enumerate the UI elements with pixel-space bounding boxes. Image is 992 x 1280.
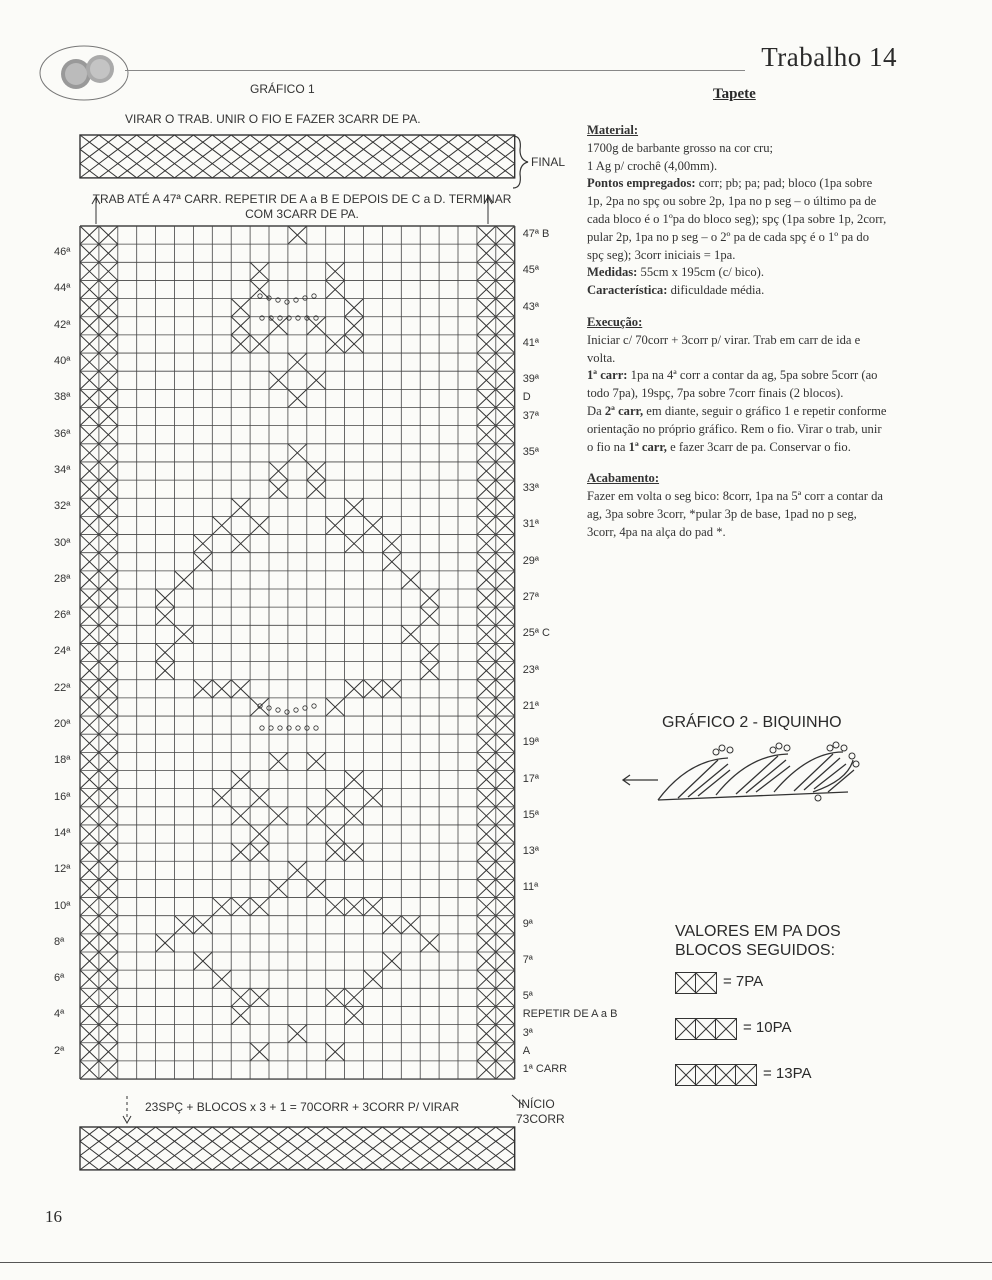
row-number-right: REPETIR DE A a B — [522, 1008, 618, 1021]
chain-stitch-icon — [260, 726, 264, 730]
chart1-title: GRÁFICO 1 — [250, 82, 315, 96]
row-number-right: 3ª — [522, 1026, 533, 1039]
page-number: 16 — [45, 1207, 62, 1226]
row-number-left: 38ª — [54, 391, 71, 404]
row-number-right: 9ª — [522, 917, 533, 930]
block-cross-icon — [696, 1065, 716, 1085]
stitches-text: corr; pb; pa; pad; bloco (1pa sobre 1p, 2pa no spç ou sobre 2p, 1pa no p seg – o último pa de cada bloco é o 1ºpa do bloco seg); spç (1pa sobre 1p, 2corr, pular 2p, 1pa no p seg – o 2º pa de cada spç é o 1º pa do spç seg); 3corr iniciais = 1pa. — [587, 176, 887, 262]
row-number-right: 41ª — [522, 336, 539, 349]
row-number-right: 11ª — [522, 881, 539, 894]
row-number-left: 20ª — [54, 718, 71, 731]
row-number-left: 18ª — [54, 754, 71, 767]
row-number-left: 46ª — [54, 246, 71, 259]
row-number-left: 30ª — [54, 536, 71, 549]
first-row-ref: 1ª carr, — [628, 439, 667, 454]
measures-text: 55cm x 195cm (c/ bico). — [640, 265, 764, 280]
row-number-right: 13ª — [522, 845, 539, 858]
block-cross-icon — [676, 1065, 696, 1085]
row-number-right: 25ª C — [522, 627, 550, 640]
legend-value: = 13PA — [763, 1065, 812, 1082]
chain-stitch-icon — [258, 294, 262, 298]
row-number-right: 19ª — [522, 736, 539, 749]
chain-stitch-icon — [294, 708, 298, 712]
row-number-right: 29ª — [522, 554, 539, 567]
row-number-left: 2ª — [54, 1044, 65, 1057]
row-number-left: 14ª — [54, 826, 71, 839]
execution-title: Execução: — [587, 314, 643, 329]
row-number-right: 39ª — [522, 373, 539, 386]
row-number-left: 42ª — [54, 318, 71, 331]
row-number-left: 26ª — [54, 609, 71, 622]
execution-p1: Iniciar c/ 70corr + 3corr p/ virar. Trab em carr de ida e volta. — [587, 332, 861, 365]
chain-stitch-icon — [285, 710, 289, 714]
row-number-right: 23ª — [522, 663, 539, 676]
chain-stitch-icon — [296, 726, 300, 730]
row-number-left: 22ª — [54, 681, 71, 694]
row-number-left: 16ª — [54, 790, 71, 803]
row-number-right: 7ª — [522, 954, 533, 966]
row-number-right: 45ª — [522, 264, 539, 277]
values-title: VALORES EM PA DOS BLOCOS SEGUIDOS: — [675, 923, 841, 959]
row-number-left: 12ª — [54, 863, 71, 876]
legend-blocks — [675, 1018, 737, 1040]
p3-pre: Da — [587, 403, 602, 418]
down-arrow-icon — [123, 1116, 131, 1123]
row-number-left: 32ª — [54, 500, 71, 513]
row-number-left: 36ª — [54, 427, 71, 440]
second-row-label: 2ª carr, — [604, 403, 644, 418]
block-cross-icon — [696, 1019, 716, 1039]
material-line: 1 Ag p/ crochê (4,00mm). — [587, 158, 718, 173]
chain-stitch-icon — [269, 726, 273, 730]
start-formula: 23SPÇ + BLOCOS x 3 + 1 = 70CORR + 3CORR P/ VIRAR — [145, 1100, 460, 1114]
footer-rule — [0, 1262, 992, 1263]
row-number-left: 24ª — [54, 645, 71, 658]
row-number-left: 44ª — [54, 282, 71, 295]
row-number-right: 31ª — [522, 518, 539, 531]
final-label: FINAL — [531, 155, 566, 169]
row-number-right: 17ª — [522, 772, 539, 785]
finishing-title: Acabamento: — [587, 471, 660, 486]
difficulty-label: Característica: — [587, 283, 668, 298]
material-title: Material: — [587, 123, 639, 137]
project-subtitle: Tapete — [713, 86, 756, 102]
row-number-right: A — [522, 1044, 531, 1057]
row-number-left: 6ª — [54, 972, 65, 985]
block-cross-icon — [716, 1065, 736, 1085]
difficulty-text: dificuldade média. — [670, 283, 765, 298]
legend-value: = 10PA — [743, 1019, 792, 1036]
row-number-right: 27ª — [522, 591, 539, 603]
page-title: Trabalho 14 — [761, 42, 897, 72]
row-number-right: 47ª B — [522, 228, 550, 240]
chain-stitch-icon — [276, 708, 280, 712]
row-number-left: 10ª — [54, 899, 71, 912]
row-number-right: D — [522, 391, 531, 404]
execution-p2 — [587, 367, 887, 403]
row-number-right: 15ª — [522, 808, 539, 821]
first-row-text: 1pa na 4ª corr a contar da ag, 5pa sobre 5corr (ao todo 7pa), 19spç, 7pa sobre 7corr finais (2 blocos). — [587, 368, 878, 401]
chain-stitch-icon — [278, 726, 282, 730]
row-number-left: 4ª — [54, 1008, 65, 1021]
row-number-right: 5ª — [522, 990, 533, 1003]
block-cross-icon — [676, 973, 696, 993]
edging-diagram — [618, 740, 868, 810]
p3-post: e fazer 3carr de pa. Conservar o fio. — [670, 439, 851, 454]
legend-value: = 7PA — [723, 973, 764, 990]
chain-stitch-icon — [312, 704, 316, 708]
stitches-label: Pontos empregados: — [587, 176, 696, 191]
first-row-label: 1ª carr: — [587, 368, 628, 383]
row-number-left: 34ª — [54, 463, 71, 476]
execution-p3 — [587, 403, 887, 456]
block-cross-icon — [676, 1019, 696, 1039]
row-number-left: 28ª — [54, 572, 71, 585]
chain-stitch-icon — [312, 294, 316, 298]
material-line: 1700g de barbante grosso na cor cru; — [587, 140, 774, 155]
row-number-right: 1ª CARR — [522, 1062, 568, 1075]
start-count: 73CORR — [516, 1112, 565, 1126]
instructions-column — [587, 122, 887, 542]
difficulty-paragraph — [587, 282, 887, 300]
row-number-right: 37ª — [522, 409, 539, 422]
row-number-left: 8ª — [54, 935, 65, 948]
legend-blocks — [675, 972, 717, 994]
chain-stitch-icon — [285, 300, 289, 304]
finishing-text: Fazer em volta o seg bico: 8corr, 1pa na 5ª corr a contar da ag, 3pa sobre 3corr, *pular 3p de base, 1pad no p seg, 3corr, 4pa na alça do pad *. — [587, 489, 884, 539]
measures-paragraph — [587, 264, 887, 282]
repeat-instruction: TRAB ATÉ A 47ª CARR. REPETIR DE A a B E DEPOIS DE C a D. TERMINAR COM 3CARR DE PA. — [92, 192, 512, 221]
start-label: INÍCIO — [518, 1097, 555, 1111]
block-cross-icon — [736, 1065, 756, 1085]
row-number-right: 43ª — [522, 300, 539, 313]
chain-stitch-icon — [314, 726, 318, 730]
row-number-left: 40ª — [54, 355, 71, 368]
stitches-paragraph — [587, 175, 887, 264]
block-cross-icon — [696, 973, 716, 993]
top-instruction: VIRAR O TRAB. UNIR O FIO E FAZER 3CARR DE PA. — [125, 112, 421, 126]
row-number-right: 33ª — [522, 482, 539, 495]
chain-stitch-icon — [287, 726, 291, 730]
block-cross-icon — [716, 1019, 736, 1039]
row-number-right: 35ª — [522, 445, 539, 458]
p3-mid: em diante, seguir o gráfico 1 e repetir conforme orientação no próprio gráfico. Rem o fio. Virar o trab, unir o fio na — [587, 403, 887, 454]
row-number-right: 21ª — [522, 699, 539, 712]
chart2-title: GRÁFICO 2 - BIQUINHO — [662, 714, 842, 731]
legend-blocks — [675, 1064, 757, 1086]
measures-label: Medidas: — [587, 265, 638, 280]
